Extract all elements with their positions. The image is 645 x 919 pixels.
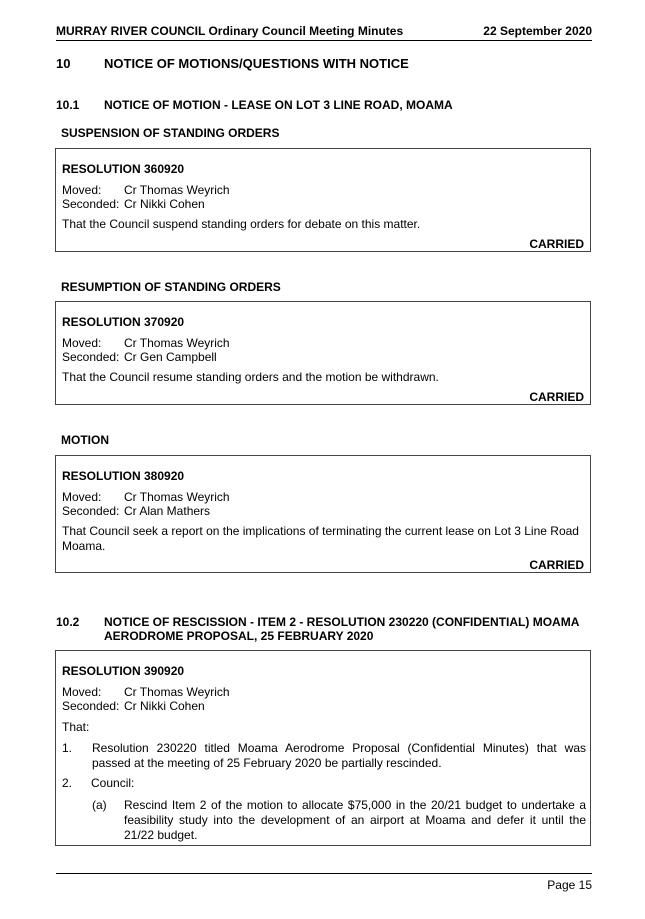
moved-label: Moved: <box>62 490 102 504</box>
moved-by: Cr Thomas Weyrich <box>124 183 230 197</box>
list-number: 2. <box>62 776 73 790</box>
moved-label: Moved: <box>62 685 102 699</box>
resolution-number: RESOLUTION 370920 <box>62 315 185 329</box>
resolution-number: RESOLUTION 360920 <box>62 162 185 176</box>
list-item-text: Council: <box>91 776 135 790</box>
resolution-box-resumption <box>55 301 591 405</box>
sublist-item-text: Rescind Item 2 of the motion to allocate $75,000 in the 20/21 budget to undertake a feasibility study into the development of an airport at Moama and defer it until the 21/22 budget. <box>124 798 586 842</box>
section-number: 10 <box>56 56 71 71</box>
seconded-by: Cr Nikki Cohen <box>124 197 205 211</box>
page-header <box>56 22 592 41</box>
resolution-box-motion <box>55 455 591 573</box>
seconded-by: Cr Nikki Cohen <box>124 699 205 713</box>
moved-label: Moved: <box>62 336 102 350</box>
list-number: 1. <box>62 741 73 755</box>
resolution-text: That the Council suspend standing orders for debate on this matter. <box>62 217 421 231</box>
header-date: 22 September 2020 <box>483 24 592 38</box>
seconded-label: Seconded: <box>62 350 120 364</box>
page-number: Page 15 <box>547 878 592 892</box>
moved-label: Moved: <box>62 183 102 197</box>
list-item-text: Resolution 230220 titled Moama Aerodrome Proposal (Confidential Minutes) that was passed at the meeting of 25 February 2020 be partially rescinded. <box>92 741 586 770</box>
item-title-line1: NOTICE OF RESCISSION - ITEM 2 - RESOLUTION 230220 (CONFIDENTIAL) MOAMA <box>104 615 580 629</box>
suspension-heading: SUSPENSION OF STANDING ORDERS <box>61 126 280 140</box>
header-title: MURRAY RIVER COUNCIL Ordinary Council Meeting Minutes <box>56 24 404 38</box>
seconded-by: Cr Alan Mathers <box>124 504 211 518</box>
that-label: That: <box>62 720 90 734</box>
seconded-label: Seconded: <box>62 197 120 211</box>
seconded-by: Cr Gen Campbell <box>124 350 217 364</box>
section-title: NOTICE OF MOTIONS/QUESTIONS WITH NOTICE <box>104 56 409 71</box>
item-number: 10.2 <box>56 615 80 629</box>
status-carried: CARRIED <box>529 237 584 251</box>
seconded-label: Seconded: <box>62 699 120 713</box>
seconded-label: Seconded: <box>62 504 120 518</box>
motion-heading: MOTION <box>61 433 109 447</box>
moved-by: Cr Thomas Weyrich <box>124 685 230 699</box>
resolution-number: RESOLUTION 380920 <box>62 469 185 483</box>
status-carried: CARRIED <box>529 390 584 404</box>
sublist-letter: (a) <box>92 798 107 812</box>
resolution-text: That the Council resume standing orders and the motion be withdrawn. <box>62 370 439 384</box>
item-title: NOTICE OF MOTION - LEASE ON LOT 3 LINE ROAD, MOAMA <box>104 98 453 112</box>
item-number: 10.1 <box>56 98 80 112</box>
resolution-number: RESOLUTION 390920 <box>62 664 185 678</box>
moved-by: Cr Thomas Weyrich <box>124 336 230 350</box>
item-title-line2: AERODROME PROPOSAL, 25 FEBRUARY 2020 <box>104 629 374 643</box>
status-carried: CARRIED <box>529 558 584 572</box>
footer-divider <box>56 873 592 874</box>
resolution-box-rescission <box>55 650 591 846</box>
resolution-text: That Council seek a report on the implications of terminating the current lease on Lot 3 Line Road Moama. <box>62 524 579 553</box>
moved-by: Cr Thomas Weyrich <box>124 490 230 504</box>
resumption-heading: RESUMPTION OF STANDING ORDERS <box>61 280 281 294</box>
resolution-box-suspension <box>55 148 591 252</box>
